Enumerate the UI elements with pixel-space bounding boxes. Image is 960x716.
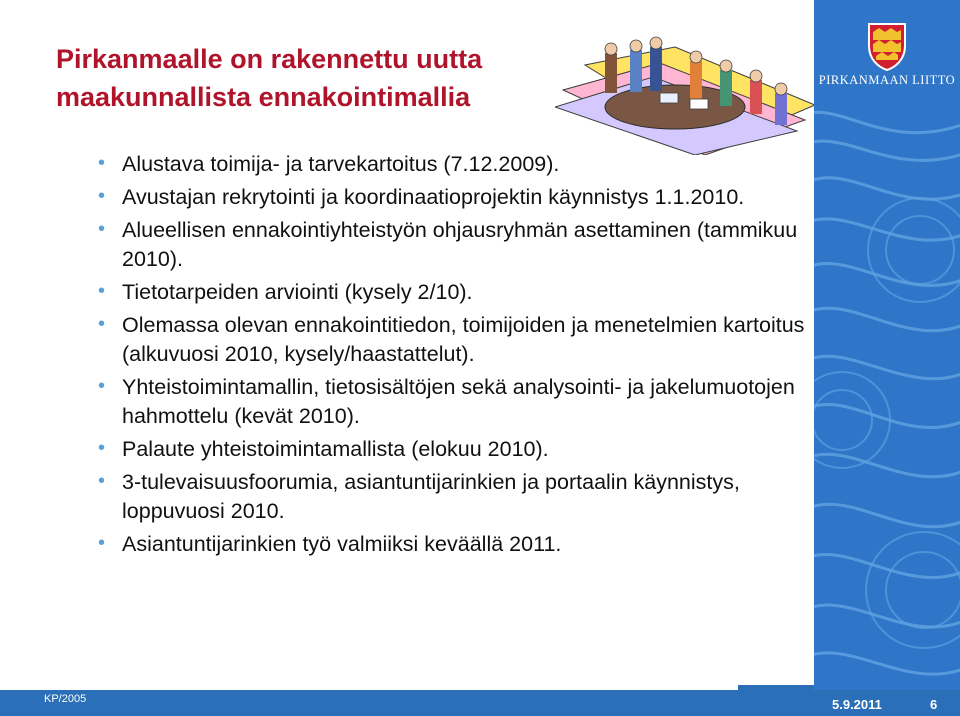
- pirkanmaa-coat-of-arms-icon: [865, 22, 909, 72]
- bullet-item: • Tietotarpeiden arviointi (kysely 2/10).: [98, 278, 808, 307]
- meeting-clipart-icon: [555, 35, 825, 155]
- bullet-item: • Avustajan rekrytointi ja koordinaatioprojektin käynnistys 1.1.2010.: [98, 183, 808, 212]
- bullet-item: • Alustava toimija- ja tarvekartoitus (7.12.2009).: [98, 150, 808, 179]
- bullet-item: • Yhteistoimintamallin, tietosisältöjen sekä analysointi- ja jakelumuotojen hahmottelu (kevät 2010).: [98, 373, 808, 431]
- page-number: 6: [930, 697, 938, 712]
- bullet-item: • 3-tulevaisuusfoorumia, asiantuntijarinkien ja portaalin käynnistys, loppuvuosi 2010.: [98, 468, 808, 526]
- footer-label: KP/2005: [44, 693, 87, 705]
- wave-pattern-icon: [814, 0, 960, 690]
- footer-date: 5.9.2011: [832, 697, 882, 712]
- bullet-item: • Palaute yhteistoimintamallista (elokuu 2010).: [98, 435, 808, 464]
- bullet-item: • Olemassa olevan ennakointitiedon, toimijoiden ja menetelmien kartoitus (alkuvuosi 2010, kysely/haastattelut).: [98, 311, 808, 369]
- branding-side-panel: [814, 0, 960, 690]
- bottom-footer-bar: [0, 690, 960, 716]
- bullet-item: • Alueellisen ennakointiyhteistyön ohjausryhmän asettaminen (tammikuu 2010).: [98, 216, 808, 274]
- bullet-list: [98, 150, 808, 563]
- bullet-item: • Asiantuntijarinkien työ valmiiksi keväällä 2011.: [98, 530, 808, 559]
- organization-name: PIRKANMAAN LIITTO: [818, 73, 956, 87]
- slide-title: Pirkanmaalle on rakennettu uutta maakunnallista ennakointimallia: [56, 44, 483, 112]
